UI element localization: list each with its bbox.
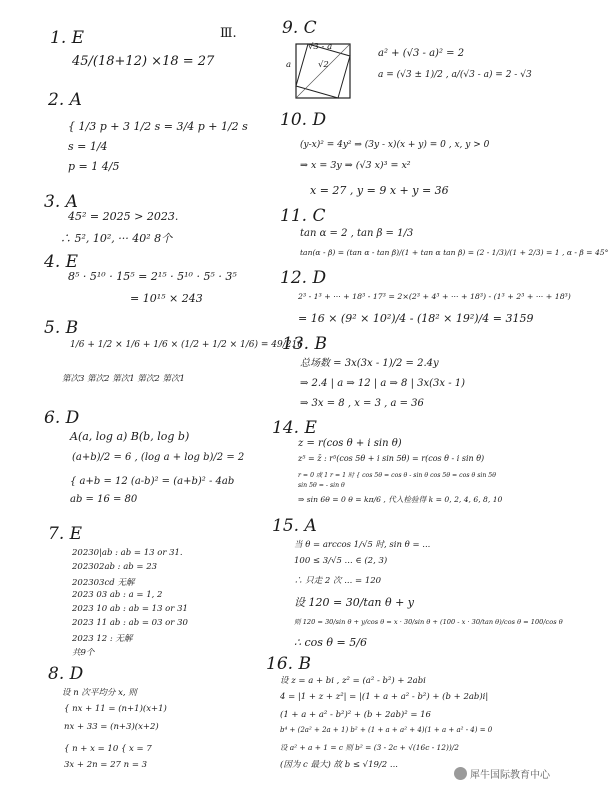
answer-12-line: 2³ - 1³ + ··· + 18³ - 17³ = 2×(2³ + 4³ + ··· + 18³) - (1³ + 2³ + ··· + 18³): [298, 292, 571, 301]
answer-15-number: 15. A: [272, 516, 317, 536]
logo-text: 犀牛国际教育中心: [470, 770, 550, 781]
answer-4-line: 8⁵ · 5¹⁰ · 15⁵ = 2¹⁵ · 5¹⁰ · 5⁵ · 3⁵: [68, 270, 237, 283]
answer-6-line: A(a, log a) B(b, log b): [70, 430, 190, 443]
answer-5-number: 5. B: [44, 318, 79, 338]
answer-16-line: 设 a² + a + 1 = c 则 b² = (3 - 2c + √(16c - 12))/2: [280, 743, 459, 752]
answer-16-line: (1 + a + a² - b²)² + (b + 2ab)² = 16: [280, 710, 431, 720]
answer-8-line: 设 n 次平均分 x, 则: [62, 688, 137, 698]
answer-15-line: 则 120 = 30/sin θ + y/cos θ = x · 30/sin θ + (100 - x · 30/tan θ)/cos θ = 100/cos θ: [294, 618, 563, 626]
answer-14-line: z = r(cos θ + i sin θ): [298, 438, 402, 449]
answer-1-number: 1. E: [50, 28, 85, 48]
answer-4-line: = 10¹⁵ × 243: [130, 292, 203, 305]
answer-7-line: 2023 10 ab : ab = 13 or 31: [72, 604, 188, 614]
answer-14-line: r = 0 或 1 r = 1 时 { cos 5θ = cos θ - sin θ cos 5θ = cos θ sin 5θ: [298, 472, 496, 479]
answer-3-line: 45² = 2025 > 2023.: [68, 210, 179, 223]
answer-12-number: 12. D: [280, 268, 327, 288]
answer-16-number: 16. B: [266, 654, 311, 674]
answer-14-number: 14. E: [272, 418, 317, 438]
answer-9-line: a² + (√3 - a)² = 2: [378, 48, 465, 59]
answer-3-number: 3. A: [44, 192, 78, 212]
answer-13-number: 13. B: [282, 334, 327, 354]
answer-5-line: 1/6 + 1/2 × 1/6 + 1/6 × (1/2 + 1/2 × 1/6) = 49/216: [70, 340, 303, 350]
answer-8-number: 8. D: [48, 664, 84, 684]
answer-14-line: ⇒ sin 6θ = 0 θ = kπ/6 , 代入检验得 k = 0, 2, 4, 6, 8, 10: [298, 495, 503, 504]
answer-3-line: ∴ 5², 10², ··· 40² 8个: [60, 232, 173, 245]
answer-2-line: s = 1/4: [68, 140, 108, 153]
answer-15-line: ∴ 只走 2 次 ... = 120: [294, 576, 382, 586]
answer-6-line: ab = 16 = 80: [70, 494, 138, 505]
answer-10-line: ⇒ x = 3y ⇒ (√3 x)³ = x²: [300, 160, 411, 171]
answer-11-line: tan α = 2 , tan β = 1/3: [300, 228, 414, 239]
answer-7-line: 2023 03 ab : a = 1, 2: [72, 590, 163, 600]
answer-9-number: 9. C: [282, 18, 317, 38]
answer-10-line: (y-x)² = 4y² ⇒ (3y - x)(x + y) = 0 , x, y > 0: [300, 140, 490, 150]
watermark-logo: [454, 766, 550, 781]
answer-7-line: 2023 11 ab : ab = 03 or 30: [72, 618, 188, 628]
answer-5-line: 第次3 第次2 第次1 第次2 第次1: [62, 374, 185, 384]
answer-11-number: 11. C: [280, 206, 326, 226]
answer-8-line: { nx + 11 = (n+1)(x+1): [64, 704, 167, 714]
answer-8-line: nx + 33 = (n+3)(x+2): [64, 722, 159, 732]
answer-7-line: 共9个: [72, 648, 95, 658]
answer-9-line: a = (√3 ± 1)/2 , a/(√3 - a) = 2 - √3: [378, 70, 532, 80]
answer-15-line: 当 θ = arccos 1/√5 时, sin θ = ...: [294, 540, 431, 550]
answer-13-line: ⇒ 3x = 8 , x = 3 , a = 36: [300, 398, 424, 409]
answer-16-line: (因为 c 最大) 故 b ≤ √19/2 ...: [280, 760, 398, 770]
answer-11-line: tan(α - β) = (tan α - tan β)/(1 + tan α tan β) = (2 - 1/3)/(1 + 2/3) = 1 , α - β = 45°: [300, 248, 608, 257]
figure-label: √3 - a: [308, 42, 333, 52]
answer-7-line: 202302ab : ab = 23: [72, 562, 158, 572]
answer-16-line: 4 = |1 + z + z²| = |(1 + a + a² - b²) + (b + 2ab)i|: [280, 692, 489, 702]
answer-6-line: { a+b = 12 (a-b)² = (a+b)² - 4ab: [70, 476, 235, 487]
answer-15-line: 100 ≤ 3/√5 ... ∈ (2, 3): [294, 556, 388, 566]
answer-1-line: 45/(18+12) ×18 = 27: [72, 54, 215, 69]
answer-4-number: 4. E: [44, 252, 79, 272]
logo-icon: [454, 767, 467, 780]
answer-13-line: 总场数 = 3x(3x - 1)/2 = 2.4y: [300, 358, 439, 369]
top-mark: Ⅲ.: [220, 26, 237, 41]
figure-label: √2: [318, 60, 329, 70]
answer-12-line: = 16 × (9² × 10²)/4 - (18² × 19²)/4 = 3159: [298, 312, 534, 325]
answer-7-number: 7. E: [48, 524, 83, 544]
answer-7-line: 20230|ab : ab = 13 or 31.: [72, 548, 183, 558]
answer-10-line: x = 27 , y = 9 x + y = 36: [310, 184, 449, 197]
answer-10-number: 10. D: [280, 110, 327, 130]
answer-13-line: ⇒ 2.4 | a ⇒ 12 | a ⇒ 8 | 3x(3x - 1): [300, 378, 466, 389]
answer-7-line: 202303cd 无解: [72, 578, 135, 588]
answer-6-line: (a+b)/2 = 6 , (log a + log b)/2 = 2: [72, 452, 245, 463]
answer-15-line: 设 120 = 30/tan θ + y: [294, 596, 415, 609]
answer-8-line: { n + x = 10 { x = 7: [64, 744, 152, 754]
answer-16-line: b⁴ + (2a² + 2a + 1) b² + (1 + a + a² + 4)(1 + a + a² - 4) = 0: [280, 726, 493, 734]
answer-2-number: 2. A: [48, 90, 82, 110]
answer-14-line: sin 5θ = - sin θ: [298, 482, 345, 489]
answer-14-line: z⁵ = z̄ : r⁵(cos 5θ + i sin 5θ) = r(cos θ - i sin θ): [298, 454, 485, 463]
figure-label: a: [286, 60, 292, 70]
answer-8-line: 3x + 2n = 27 n = 3: [64, 760, 148, 770]
answer-7-line: 2023 12 : 无解: [72, 634, 133, 644]
answer-15-line: ∴ cos θ = 5/6: [294, 636, 367, 649]
answer-6-number: 6. D: [44, 408, 80, 428]
answer-2-line: p = 1 4/5: [68, 160, 120, 173]
answer-16-line: 设 z = a + bi , z² = (a² - b²) + 2abi: [280, 676, 426, 686]
answer-2-line: { 1/3 p + 3 1/2 s = 3/4 p + 1/2 s: [68, 120, 248, 133]
